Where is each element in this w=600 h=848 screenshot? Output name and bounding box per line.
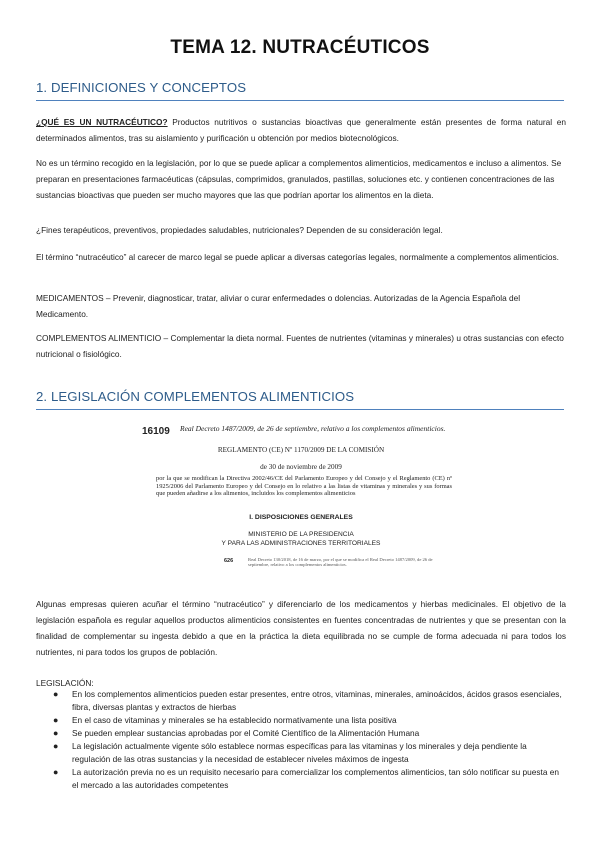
purposes-paragraph: ¿Fines terapéuticos, preventivos, propiedades saludables, nutricionales? Dependen de su consideración legal.	[36, 225, 443, 235]
legislacion-label: LEGISLACIÓN:	[36, 678, 94, 688]
bullet-dot-icon: ●	[53, 741, 59, 751]
figure-regulation: REGLAMENTO (CE) Nº 1170/2009 DE LA COMISIÓN	[217, 446, 385, 454]
definition-text: Productos nutritivos o sustancias bioactivas que generalmente están presentes de forma natural en determinados alimentos, tras su aislamiento y purificación u obtención por medios biotecnológicos.	[36, 117, 566, 143]
legislation-note-paragraph: No es un término recogido en la legislación, por lo que se puede aplicar a complementos alimenticios, medicamentos e incluso a alimentos. Se preparan en presentaciones farmacéuticas (cápsulas, comprimidos, granulados, pastillas, soluciones etc. y contienen concentraciones de las sustancias bioactivas que pueden ser mucho mayores que las que podrían aportar los alimentos en la dieta.	[36, 158, 562, 200]
bullet-dot-icon: ●	[53, 689, 59, 699]
list-item: ● Se pueden emplear sustancias aprobadas por el Comité Científico de la Alimentación Humana	[53, 728, 420, 738]
bullet-dot-icon: ●	[53, 728, 59, 738]
list-item: ● En el caso de vitaminas y minerales se ha establecido normativamente una lista positiva	[53, 715, 397, 725]
term-paragraph: El término “nutracéutico” al carecer de marco legal se puede aplicar a diversas categorías legales, normalmente a complementos alimenticios.	[36, 252, 559, 262]
definition-question: ¿QUÉ ES UN NUTRACÉUTICO?	[36, 117, 168, 127]
figure-body: por la que se modifican la Directiva 2002/46/CE del Parlamento Europeo y del Consejo y el Reglamento (CE) nº 1925/2006 del Parlamento Europeo y del Consejo en lo relativo a las listas de vitaminas y minerales y sus formas que pueden añadirse a los alimentos, incluidos los complementos alimenticios	[156, 475, 452, 498]
medicamentos-paragraph: MEDICAMENTOS – Prevenir, diagnosticar, tratar, aliviar o curar enfermedades o dolencias. Autorizadas de la Agencia Española del Medicamento.	[36, 293, 521, 319]
figure-entry-text: Real Decreto 130/2018, de 16 de marzo, por el que se modifica el Real Decreto 1487/2009, de 26 de septiembre, relativo a los complementos alimenticios.	[248, 557, 433, 568]
figure-number: 16109	[142, 426, 170, 437]
figure-disposiciones: I. DISPOSICIONES GENERALES	[249, 514, 353, 521]
list-item: ● La legislación actualmente vigente sólo establece normas específicas para las vitaminas y los minerales y deja pendiente la regulación de las otras sustancias y la necesidad de establecer niveles máximos de ingesta	[53, 741, 527, 764]
complementos-paragraph: COMPLEMENTOS ALIMENTICIO – Complementar la dieta normal. Fuentes de nutrientes (vitaminas y minerales) u otras sustancias con efecto nutricional o fisiológico.	[36, 333, 564, 359]
list-item: ● La autorización previa no es un requisito necesario para comercializar los complementos alimenticios, tan sólo notificar su puesta en el mercado a las autoridades competentes	[53, 767, 560, 790]
figure-ministerio-line-2: Y PARA LAS ADMINISTRACIONES TERRITORIALES	[221, 540, 381, 547]
figure-entry-number: 626	[224, 558, 234, 564]
legislation-figure	[136, 418, 466, 580]
figure-decree: Real Decreto 1487/2009, de 26 de septiembre, relativo a los complementos alimenticios.	[180, 424, 446, 433]
bullet-dot-icon: ●	[53, 715, 59, 725]
figure-date: de 30 de noviembre de 2009	[260, 463, 342, 471]
section-2-heading: 2. LEGISLACIÓN COMPLEMENTOS ALIMENTICIOS	[36, 389, 355, 404]
figure-ministerio-line-1: MINISTERIO DE LA PRESIDENCIA	[248, 531, 354, 538]
definition-paragraph	[36, 114, 566, 146]
legislacion-list	[36, 688, 566, 792]
bullet-dot-icon: ●	[53, 767, 59, 777]
section-1-rule	[36, 100, 564, 101]
section-2-rule	[36, 409, 564, 410]
list-item: ● En los complementos alimenticios pueden estar presentes, entre otros, vitaminas, minerales, aminoácidos, ácidos grasos esenciales, fibra, diversas plantas y extractos de hierbas	[53, 689, 562, 712]
companies-paragraph: Algunas empresas quieren acuñar el término “nutracéutico” y diferenciarlo de los medicamentos y hierbas medicinales. El objetivo de la legislación española es regular aquellos productos alimenticios consistentes en fuentes concentradas de nutrientes y que se presentan con la finalidad de complementar su ingesta debido a que en la práctica la dieta equilibrada no se cumple de forma adecuada ni para todos los nutrientes, ni para todos los grupos de población.	[36, 599, 566, 657]
section-1-heading: 1. DEFINICIONES Y CONCEPTOS	[36, 80, 247, 95]
page-title: TEMA 12. NUTRACÉUTICOS	[170, 37, 430, 58]
